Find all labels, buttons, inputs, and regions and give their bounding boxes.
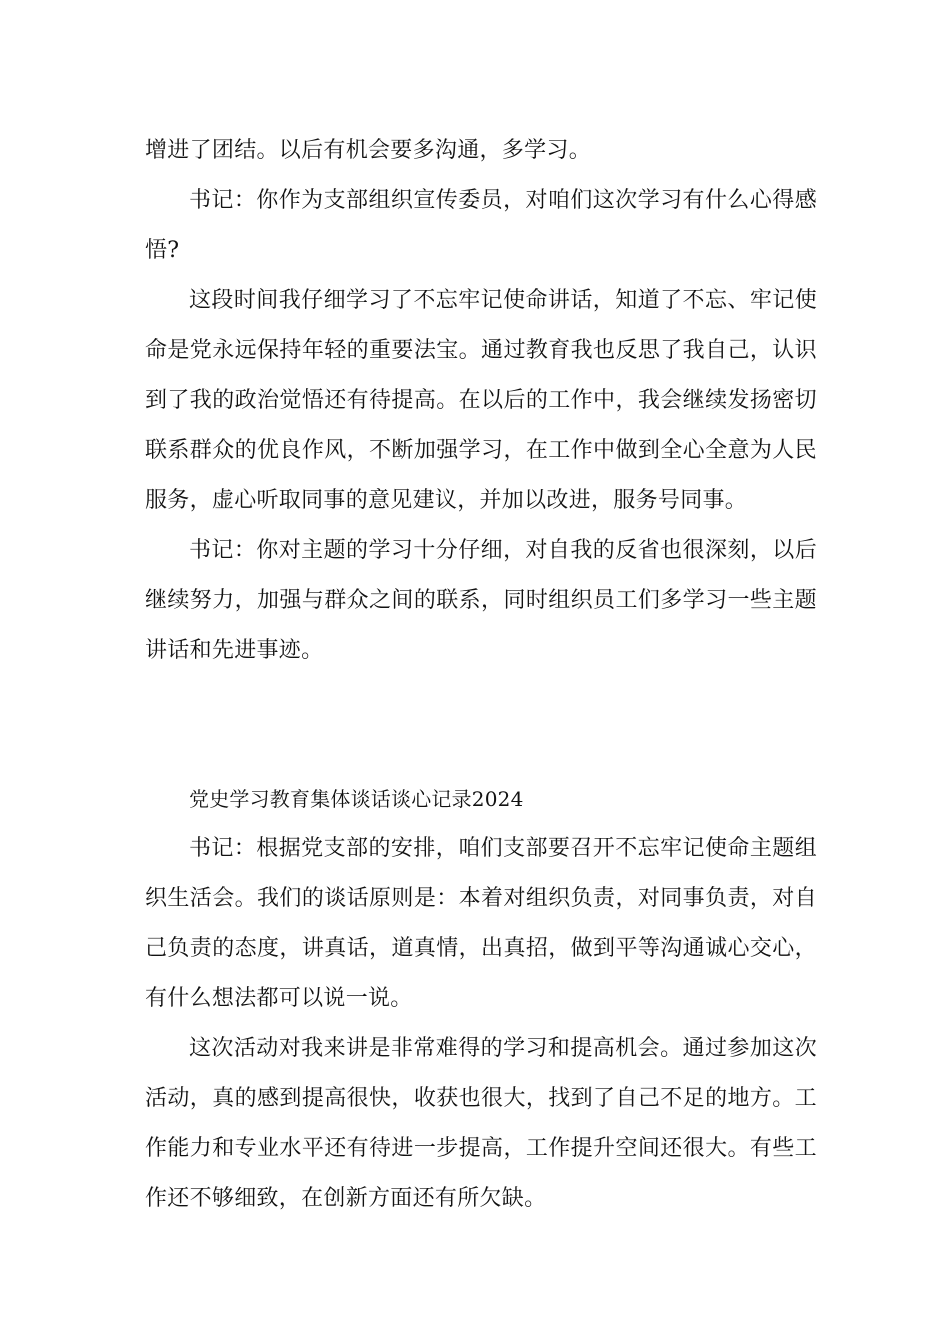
paragraph-answer: 这段时间我仔细学习了不忘牢记使命讲话，知道了不忘、牢记使命是党永远保持年轻的重要法宝。通过教育我也反思了我自己，认识到了我的政治觉悟还有待提高。在以后的工作中，我会继续发扬密切联系群众的优良作风，不断加强学习，在工作中做到全心全意为人民服务，虚心听取同事的意见建议，并加以改进，服务号同事。: [145, 288, 817, 513]
paragraph-continuation: 增进了团结。以后有机会要多沟通，多学习。: [145, 138, 592, 163]
section-title: 党史学习教育集体谈话谈心记录2024: [189, 787, 524, 811]
paragraph-secretary-feedback: 书记：你对主题的学习十分仔细，对自我的反省也很深刻，以后继续努力，加强与群众之间的联系，同时组织员工们多学习一些主题讲话和先进事迹。: [145, 538, 817, 663]
paragraph-reflection: 这次活动对我来讲是非常难得的学习和提高机会。通过参加这次活动，真的感到提高很快，收获也很大，找到了自己不足的地方。工作能力和专业水平还有待进一步提高，工作提升空间还很大。有些工作还不够细致，在创新方面还有所欠缺。: [145, 1036, 817, 1211]
paragraph-question-secretary: 书记：你作为支部组织宣传委员，对咱们这次学习有什么心得感悟?: [145, 188, 817, 263]
document-body-top: [145, 126, 817, 676]
paragraph-secretary-opening: 书记：根据党支部的安排，咱们支部要召开不忘牢记使命主题组织生活会。我们的谈话原则是：本着对组织负责，对同事负责，对自己负责的态度，讲真话，道真情，出真招，做到平等沟通诚心交心，有什么想法都可以说一说。: [145, 836, 817, 1011]
document-body-bottom: [145, 774, 817, 1224]
